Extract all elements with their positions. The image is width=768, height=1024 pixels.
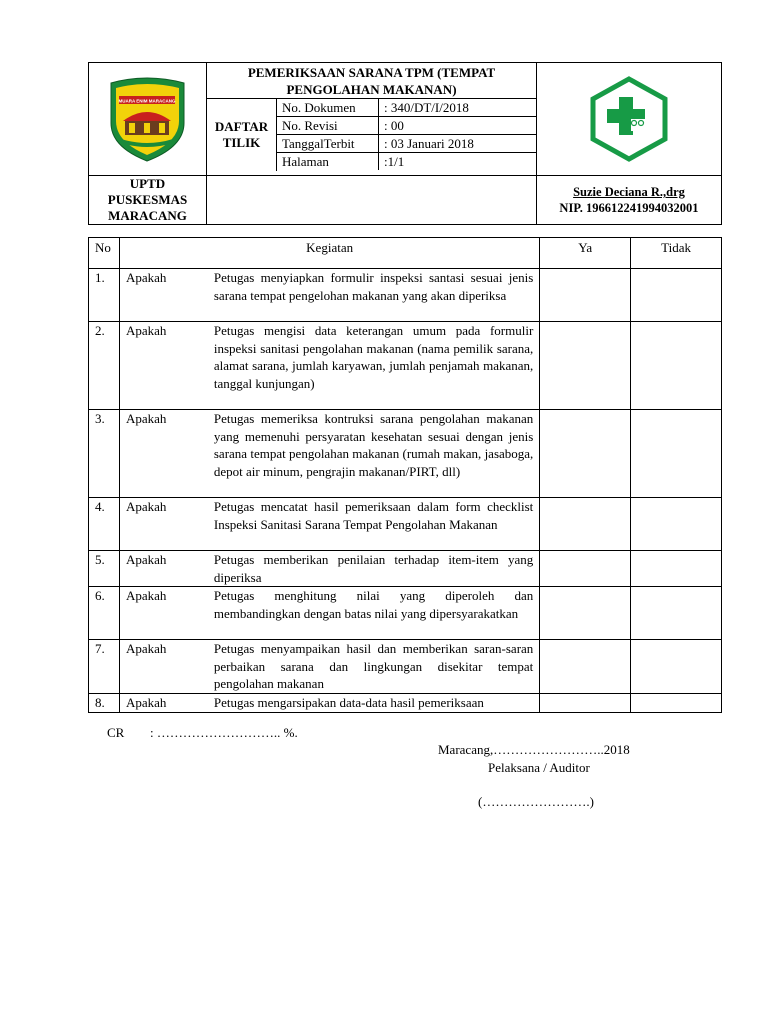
regency-logo-icon	[89, 63, 206, 171]
row-number: 7.	[89, 640, 120, 694]
row-activity-text: Petugas memberikan penilaian terhadap item-item yang diperiksa	[208, 551, 540, 587]
row-activity-text: Petugas memeriksa kontruksi sarana pengolahan makanan yang memenuhi persyaratan kesehatan sesuai dengan jenis sarana tempat pengolahan makanan (rumah makan, jasaboga, depot air minum, pengrajin makanan/PIRT, dll)	[208, 410, 540, 498]
row-ya-cell[interactable]	[540, 322, 631, 410]
row-question-word: Apakah	[119, 498, 207, 551]
row-ya-cell[interactable]	[540, 693, 631, 712]
revision-value: : 00	[379, 117, 537, 135]
row-ya-cell[interactable]	[540, 410, 631, 498]
row-tidak-cell[interactable]	[631, 322, 722, 410]
table-row	[89, 498, 722, 551]
daftar-label: DAFTAR	[214, 119, 269, 134]
page-label: Halaman	[277, 153, 379, 171]
row-ya-cell[interactable]	[540, 587, 631, 640]
table-row	[89, 269, 722, 322]
logo-banner-text: MUARA ENIM MARACANG	[118, 98, 176, 104]
signer-nip: NIP. 196612241994032001	[559, 201, 699, 215]
document-title-line1: PEMERIKSAAN SARANA TPM (TEMPAT	[247, 65, 496, 80]
row-question-word: Apakah	[119, 322, 207, 410]
row-question-word: Apakah	[119, 587, 207, 640]
signature-placeholder[interactable]: (…………………….)	[478, 794, 594, 809]
table-row	[89, 322, 722, 410]
document-header	[88, 62, 722, 225]
revision-label: No. Revisi	[277, 117, 379, 135]
row-question-word: Apakah	[119, 640, 207, 694]
row-tidak-cell[interactable]	[631, 269, 722, 322]
page-value: :1/1	[384, 154, 405, 169]
empty-middle-cell	[207, 176, 537, 225]
doc-number-value: : 340/DT/I/2018	[379, 99, 537, 117]
issue-date-label: TanggalTerbit	[277, 135, 379, 153]
row-number: 1.	[89, 269, 120, 322]
row-ya-cell[interactable]	[540, 498, 631, 551]
health-cross-logo-icon	[537, 63, 721, 171]
row-number: 3.	[89, 410, 120, 498]
col-header-tidak: Tidak	[631, 238, 722, 269]
table-row	[89, 551, 722, 587]
table-row	[89, 640, 722, 694]
row-question-word: Apakah	[119, 269, 207, 322]
document-title-line2: PENGOLAHAN MAKANAN)	[286, 82, 457, 97]
row-question-word: Apakah	[119, 693, 207, 712]
col-header-no: No	[89, 238, 120, 269]
tilik-label: TILIK	[222, 135, 261, 150]
signer-name: Suzie Deciana R.,drg	[573, 185, 685, 199]
health-logo-cell	[537, 63, 722, 176]
place-date-line: Maracang,……………………..2018	[438, 742, 630, 757]
row-ya-cell[interactable]	[540, 269, 631, 322]
row-activity-text: Petugas menghitung nilai yang diperoleh dan membandingkan dengan batas nilai yang dipersyarakatkan	[208, 587, 540, 640]
row-tidak-cell[interactable]	[631, 587, 722, 640]
row-tidak-cell[interactable]	[631, 693, 722, 712]
org-name-cell	[89, 176, 207, 225]
row-activity-text: Petugas menyiapkan formulir inspeksi santasi sesuai jenis sarana tempat pengelohan makanan yang akan diperiksa	[208, 269, 540, 322]
row-number: 5.	[89, 551, 120, 587]
table-row	[89, 693, 722, 712]
row-ya-cell[interactable]	[540, 551, 631, 587]
issue-date-value: : 03 Januari 2018	[379, 135, 537, 153]
row-activity-text: Petugas mengarsipakan data-data hasil pemeriksaan	[208, 693, 540, 712]
row-number: 6.	[89, 587, 120, 640]
title-block	[207, 63, 537, 176]
row-question-word: Apakah	[119, 410, 207, 498]
col-header-ya: Ya	[540, 238, 631, 269]
row-tidak-cell[interactable]	[631, 640, 722, 694]
row-number: 4.	[89, 498, 120, 551]
row-question-word: Apakah	[119, 551, 207, 587]
cr-label: CR	[107, 725, 125, 740]
row-activity-text: Petugas menyampaikan hasil dan memberikan saran-saran perbaikan sarana dan lingkungan disekitar tempat pengolahan makanan	[208, 640, 540, 694]
table-header-row	[89, 238, 722, 269]
row-number: 8.	[89, 693, 120, 712]
regency-logo-cell	[89, 63, 207, 176]
row-tidak-cell[interactable]	[631, 551, 722, 587]
row-ya-cell[interactable]	[540, 640, 631, 694]
checklist-table	[88, 237, 722, 713]
row-activity-text: Petugas mencatat hasil pemeriksaan dalam form checklist Inspeksi Sanitasi Sarana Tempat Pengolahan Makanan	[208, 498, 540, 551]
row-tidak-cell[interactable]	[631, 498, 722, 551]
document-info-table	[277, 99, 536, 170]
row-number: 2.	[89, 322, 120, 410]
table-row	[89, 410, 722, 498]
auditor-role: Pelaksana / Auditor	[488, 760, 590, 775]
row-activity-text: Petugas mengisi data keterangan umum pada formulir inspeksi sanitasi pengolahan makanan (nama pemilik sarana, alamat sarana, jumlah karyawan, jumlah penjamah makanan, tanggal kunjungan)	[208, 322, 540, 410]
row-tidak-cell[interactable]	[631, 410, 722, 498]
org-line-maracang: MARACANG	[108, 208, 187, 223]
doc-number-label: No. Dokumen	[277, 99, 379, 117]
org-line-uptd: UPTD	[129, 176, 166, 191]
org-line-puskesmas: PUSKESMAS	[107, 192, 188, 207]
col-header-kegiatan: Kegiatan	[119, 238, 539, 269]
cr-value-field[interactable]: : ……………………….. %.	[150, 725, 298, 740]
signer-cell	[537, 176, 722, 225]
table-row	[89, 587, 722, 640]
